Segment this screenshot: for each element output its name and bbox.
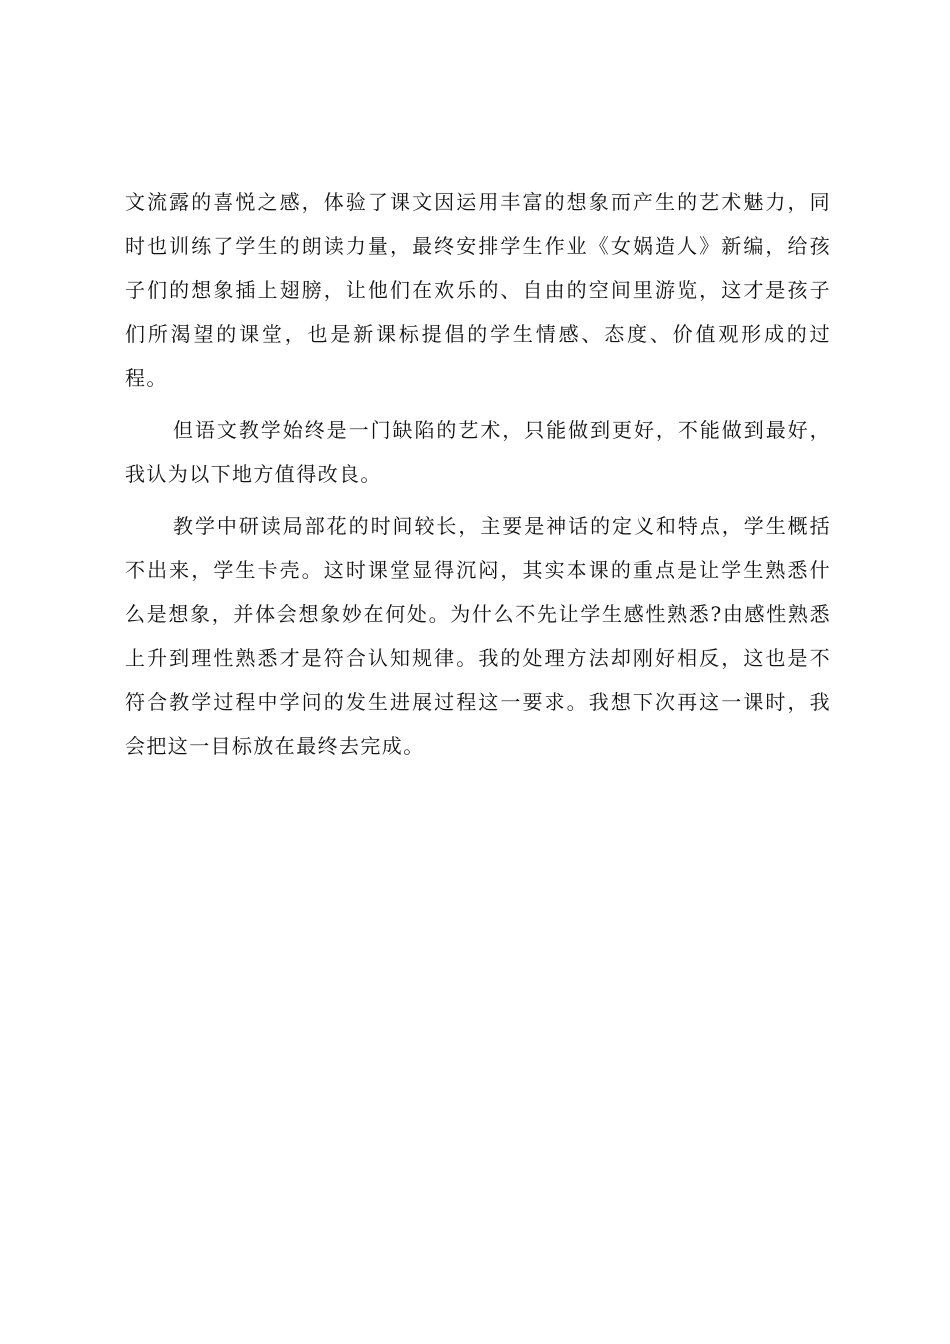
paragraph-1: 文流露的喜悦之感，体验了课文因运用丰富的想象而产生的艺术魅力，同时也训练了学生的朗读力量，最终安排学生作业《女娲造人》新编，给孩子们的想象插上翅膀，让他们在欢乐的、自由的空间里游览，这才是孩子们所渴望的课堂，也是新课标提倡的学生情感、态度、价值观形成的过程。 <box>125 190 831 390</box>
paragraph-3: 教学中研读局部花的时间较长，主要是神话的定义和特点，学生概括不出来，学生卡壳。这时课堂显得沉闷，其实本课的重点是让学生熟悉什么是想象，并体会想象妙在何处。为什么不先让学生感性熟悉?由感性熟悉上升到理性熟悉才是符合认知规律。我的处理方法却刚好相反，这也是不符合教学过程中学问的发生进展过程这一要求。我想下次再这一课时，我会把这一目标放在最终去完成。 <box>125 514 831 758</box>
document-body <box>125 180 831 776</box>
paragraph-2: 但语文教学始终是一门缺陷的艺术，只能做到更好，不能做到最好，我认为以下地方值得改良。 <box>125 418 831 486</box>
